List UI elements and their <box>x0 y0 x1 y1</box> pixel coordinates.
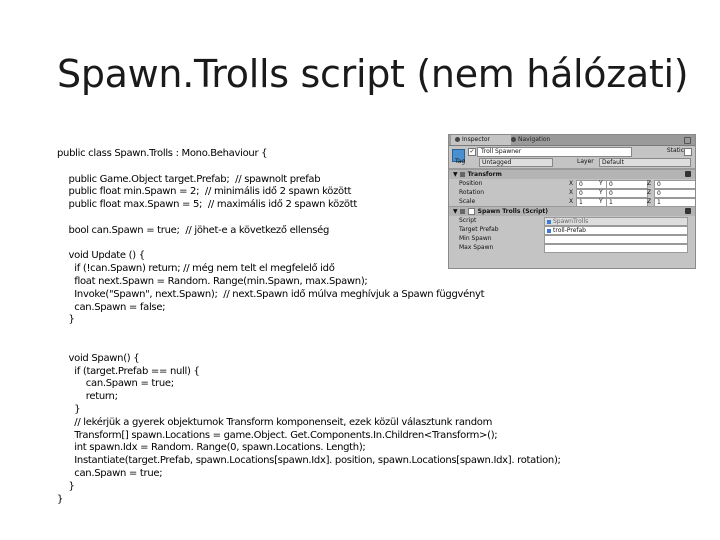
transform-rows <box>449 179 695 206</box>
axis-label-x[interactable]: X <box>569 180 574 187</box>
lock-icon[interactable] <box>684 137 691 144</box>
axis-label-y[interactable]: Y <box>599 180 603 187</box>
code-line: public float max.Spawn = 5; // maximális idő 2 spawn között <box>57 199 357 211</box>
script-row <box>449 216 695 225</box>
transform-x-field[interactable]: 0 <box>576 180 618 189</box>
code-line: bool can.Spawn = true; // jöhet-e a következő ellenség <box>57 224 330 236</box>
code-line: if (!can.Spawn) return; // még nem telt el megfelelő idő <box>57 263 335 275</box>
code-line: void Update () { <box>57 250 145 262</box>
code-line <box>57 340 657 353</box>
transform-y-field[interactable]: 0 <box>606 189 648 198</box>
static-checkbox[interactable] <box>684 148 692 156</box>
max-spawn-field[interactable] <box>544 244 688 253</box>
target-prefab-value: troll-Prefab <box>553 227 586 234</box>
foldout-arrow-icon[interactable]: ▼ <box>453 208 458 215</box>
target-prefab-row <box>449 225 695 234</box>
code-line: // lekérjük a gyerek objektumok Transform komponenseit, ezek közül választunk random <box>57 416 493 428</box>
axis-label-z[interactable]: Z <box>647 189 652 196</box>
layer-label: Layer <box>577 158 594 165</box>
script-value: SpawnTrolls <box>553 218 589 225</box>
prefab-icon <box>547 229 551 233</box>
max-spawn-label: Max Spawn <box>459 244 494 251</box>
transform-row-rotation <box>449 188 695 197</box>
code-line: can.Spawn = true; <box>57 378 174 390</box>
transform-x-field[interactable]: 1 <box>576 198 618 207</box>
transform-y-field[interactable]: 0 <box>606 180 648 189</box>
code-line <box>57 327 657 340</box>
code-line: void Spawn() { <box>57 352 140 364</box>
axis-label-z[interactable]: Z <box>647 198 652 205</box>
transform-row-scale <box>449 197 695 206</box>
transform-title: Transform <box>467 171 502 178</box>
min-spawn-label: Min Spawn <box>459 235 492 242</box>
axis-label-y[interactable]: Y <box>599 189 603 196</box>
transform-row-label: Position <box>459 180 483 187</box>
game-object-header <box>449 146 695 169</box>
code-line: float next.Spawn = Random. Range(min.Spawn, max.Spawn); <box>57 275 368 287</box>
transform-z-field[interactable]: 1 <box>654 198 696 207</box>
transform-z-field[interactable]: 0 <box>654 180 696 189</box>
tag-dropdown[interactable]: Untagged <box>479 158 553 167</box>
script-asset-icon <box>547 220 551 224</box>
code-line: public float min.Spawn = 2; // minimális idő 2 spawn között <box>57 186 352 198</box>
tab-navigation-label: Navigation <box>518 136 551 143</box>
code-line: } <box>57 480 75 492</box>
spawn-trolls-title: Spawn Trolls (Script) <box>477 208 549 215</box>
code-line: can.Spawn = false; <box>57 301 166 313</box>
transform-component-header[interactable] <box>449 169 695 179</box>
navigation-icon <box>511 137 516 142</box>
slide-title: Spawn.Trolls script (nem hálózati) <box>57 52 689 96</box>
layer-dropdown[interactable]: Default <box>599 158 691 167</box>
transform-row-position <box>449 179 695 188</box>
transform-icon <box>460 172 465 177</box>
code-line: return; <box>57 391 118 403</box>
code-line: public class Spawn.Trolls : Mono.Behaviour { <box>57 148 268 159</box>
static-label: Static <box>666 147 684 154</box>
min-spawn-row <box>449 234 695 243</box>
transform-row-label: Scale <box>459 198 476 205</box>
spawn-trolls-component-header[interactable] <box>449 206 695 216</box>
code-line: if (target.Prefab == null) { <box>57 365 200 377</box>
tag-label: Tag <box>455 158 466 165</box>
foldout-arrow-icon[interactable]: ▼ <box>453 171 458 178</box>
code-line: int spawn.Idx = Random. Range(0, spawn.Locations. Length); <box>57 442 366 454</box>
code-line: public Game.Object target.Prefab; // spawnolt prefab <box>57 173 321 185</box>
axis-label-z[interactable]: Z <box>647 180 652 187</box>
axis-label-x[interactable]: X <box>569 189 574 196</box>
gear-icon[interactable] <box>685 171 691 177</box>
gear-icon[interactable] <box>685 208 691 214</box>
axis-label-x[interactable]: X <box>569 198 574 205</box>
code-line: } <box>57 493 64 505</box>
tab-inspector[interactable] <box>451 135 511 145</box>
transform-z-field[interactable]: 0 <box>654 189 696 198</box>
code-line: Instantiate(target.Prefab, spawn.Locations[spawn.Idx]. position, spawn.Locations[spawn.Idx]. rotation); <box>57 455 561 467</box>
code-line: can.Spawn = true; <box>57 467 163 479</box>
transform-row-label: Rotation <box>459 189 485 196</box>
transform-x-field[interactable]: 0 <box>576 189 618 198</box>
inspector-tabbar <box>449 135 695 146</box>
tab-navigation[interactable] <box>507 135 565 145</box>
code-line: } <box>57 403 81 415</box>
code-line: Transform[] spawn.Locations = game.Object. Get.Components.In.Children<Transform>(); <box>57 429 498 441</box>
transform-y-field[interactable]: 1 <box>606 198 648 207</box>
component-enabled-checkbox[interactable] <box>468 208 475 215</box>
axis-label-y[interactable]: Y <box>599 198 603 205</box>
target-prefab-label: Target Prefab <box>459 226 499 233</box>
script-label: Script <box>459 217 477 224</box>
unity-inspector-panel <box>448 134 696 269</box>
code-line: } <box>57 314 75 326</box>
info-icon <box>455 137 460 142</box>
max-spawn-row <box>449 243 695 252</box>
tab-inspector-label: Inspector <box>462 136 490 143</box>
code-line: Invoke("Spawn", next.Spawn); // next.Spawn idő múlva meghívjuk a Spawn függvényt <box>57 288 485 300</box>
game-object-name-field[interactable]: Troll Spawner <box>477 147 632 157</box>
active-checkbox[interactable]: ✓ <box>469 148 475 155</box>
script-icon <box>460 209 465 214</box>
